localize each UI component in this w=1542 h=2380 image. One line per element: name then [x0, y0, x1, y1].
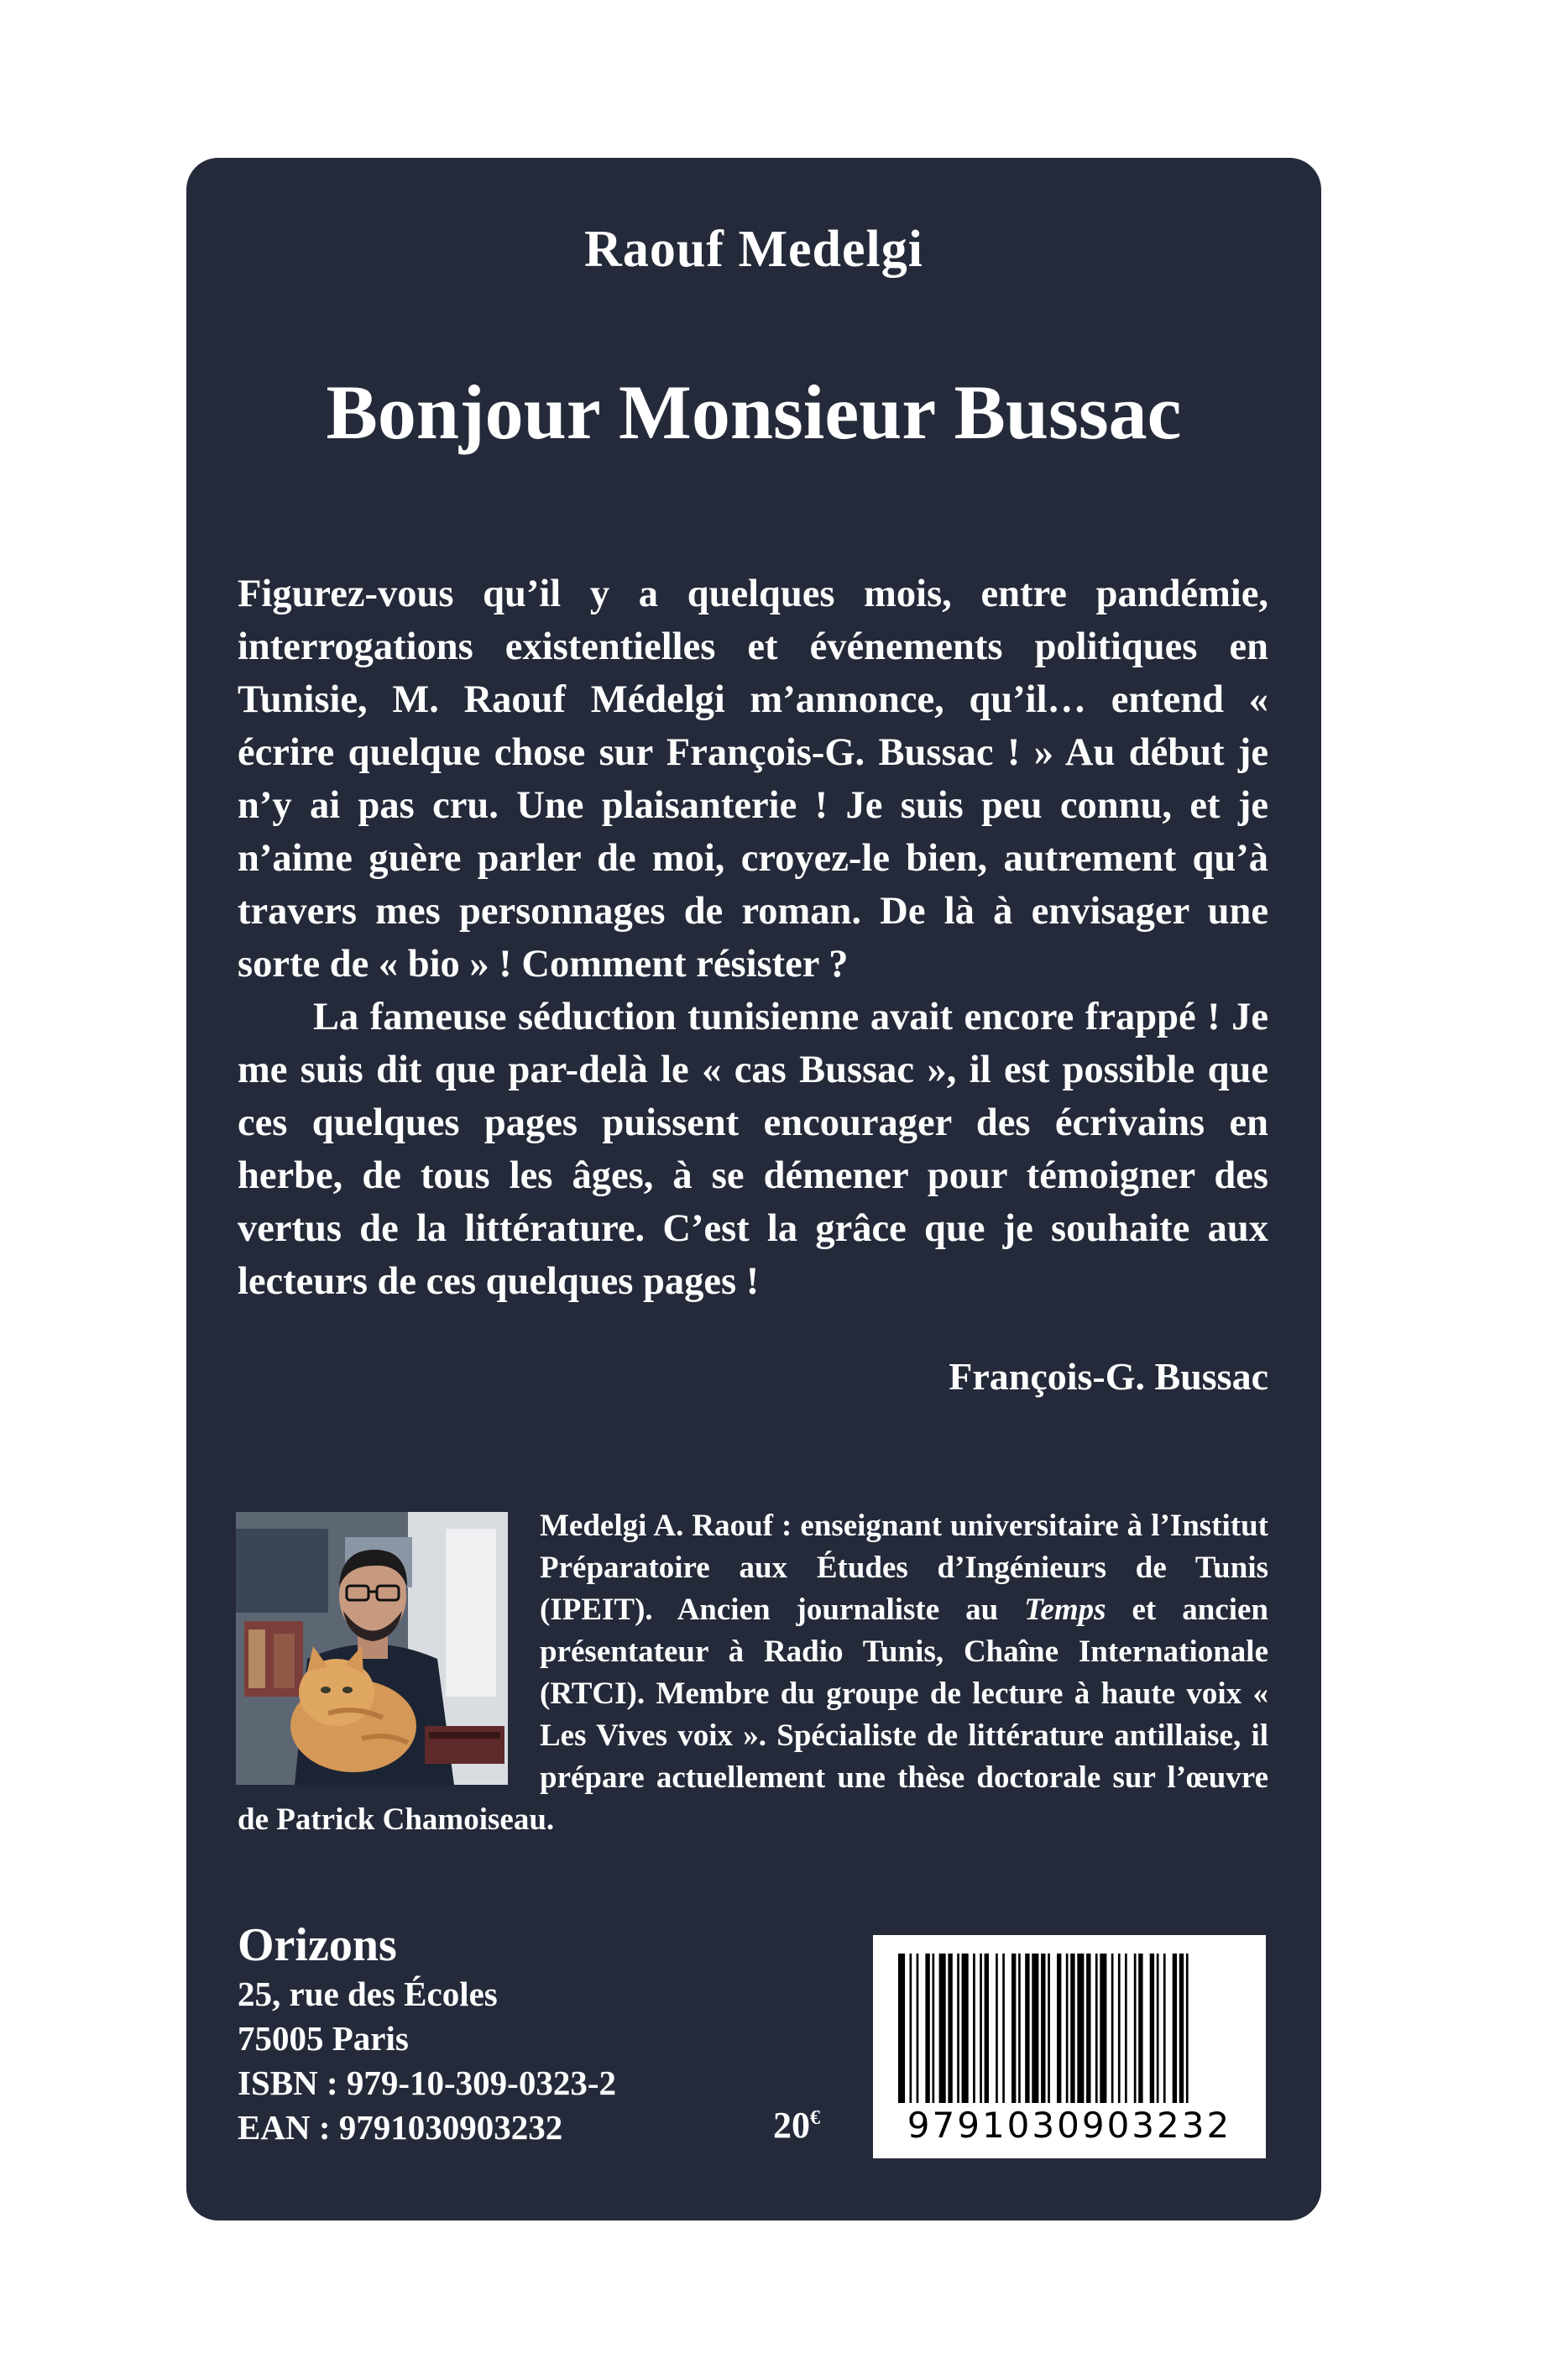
barcode-bar: [1173, 1954, 1177, 2103]
price: [773, 2104, 820, 2147]
barcode-bar: [1134, 1954, 1137, 2103]
author-bio-newspaper: Temps: [1024, 1593, 1106, 1627]
barcode-bar: [898, 1954, 905, 2103]
author-name: Raouf Medelgi: [584, 221, 923, 278]
barcode-bar: [1118, 1954, 1121, 2103]
blurb-paragraph-1: Figurez-vous qu’il y a quelques mois, entre pandémie, interrogations existentielles et événements politiques en Tunisie, M. Raouf Médelgi m’annonce, qu’il… entend « écrire quelque chose sur François-G. Bussac ! » Au début je n’y ai pas cru. Une plaisanterie ! Je suis peu connu, et je n’aime guère parler de moi, croyez-le bien, autrement qu’à travers mes personnages de roman. De là à envisager une sorte de « bio » ! Comment résister ?: [238, 573, 1268, 986]
barcode-bar: [1011, 1954, 1016, 2103]
barcode-bar: [980, 1954, 982, 2103]
isbn: ISBN : 979-10-309-0323-2: [238, 2064, 616, 2102]
barcode-bar: [957, 1954, 959, 2103]
barcode-bar: [962, 1954, 969, 2103]
book-title: Bonjour Monsieur Bussac: [326, 369, 1182, 455]
barcode-bar: [1095, 1954, 1098, 2103]
blurb-signature: François-G. Bussac: [949, 1355, 1268, 1398]
barcode-bar: [1150, 1954, 1154, 2103]
barcode-bar: [1002, 1954, 1005, 2103]
barcode-bar: [1066, 1954, 1069, 2103]
publisher-address-2: 75005 Paris: [238, 2019, 409, 2058]
author-bio-text: Medelgi A. Raouf : enseignant universitaire à l’Institut Préparatoire aux Études d’Ingénieurs de Tunis (IPEIT). Ancien journaliste au: [540, 1509, 1268, 1627]
author-bio-text-continued: et ancien présentateur à Radio Tunis, Chaîne Internationale (RTCI). Membre du groupe de lecture à haute voix « Les Vives voix ». Spécialiste de littérature antillaise, il prépare actuellement une thèse doctorale sur l’œuvre de Patrick Chamoiseau.: [238, 1593, 1268, 1837]
barcode-bar: [1186, 1954, 1189, 2103]
price-amount: 20: [773, 2105, 810, 2146]
publisher-name: Orizons: [238, 1919, 397, 1971]
barcode-bar: [1111, 1954, 1114, 2103]
barcode-bar: [1138, 1954, 1142, 2103]
barcode-bar: [1179, 1954, 1184, 2103]
publisher-block: [238, 1918, 616, 2150]
barcode-bar: [1125, 1954, 1127, 2103]
barcode-bar: [973, 1954, 975, 2103]
barcode-bar: [1077, 1954, 1084, 2103]
barcode-bar: [948, 1954, 952, 2103]
barcode-bar: [939, 1954, 946, 2103]
author-bio: [238, 1505, 1268, 1841]
barcode-bar: [1163, 1954, 1166, 2103]
barcode: [873, 1935, 1266, 2158]
barcode-bar: [1070, 1954, 1074, 2103]
barcode-bar: [985, 1954, 989, 2103]
blurb-paragraph-2: La fameuse séduction tunisienne avait encore frappé ! Je me suis dit que par-delà le « cas Bussac », il est possible que ces quelques pages puissent encourager des écrivains en herbe, de tous les âges, à se démener pour témoigner des vertus de la littérature. C’est la grâce que je souhaite aux lecteurs de ces quelques pages !: [238, 996, 1268, 1303]
ean: EAN : 9791030903232: [238, 2108, 563, 2147]
barcode-bar: [1032, 1954, 1038, 2103]
barcode-bar: [917, 1954, 919, 2103]
barcode-bar: [1157, 1954, 1159, 2103]
barcode-bar: [1057, 1954, 1061, 2103]
back-cover: [186, 158, 1321, 2220]
blurb: [238, 568, 1268, 1308]
barcode-bar: [1100, 1954, 1106, 2103]
barcode-bar: [910, 1954, 912, 2103]
barcode-bar: [1048, 1954, 1050, 2103]
barcode-digits: 9791030903232: [907, 2105, 1232, 2146]
publisher-address-1: 25, rue des Écoles: [238, 1975, 498, 2013]
barcode-bar: [925, 1954, 929, 2103]
barcode-bar: [1041, 1954, 1045, 2103]
barcode-bar: [933, 1954, 935, 2103]
barcode-bar: [1018, 1954, 1021, 2103]
barcode-bar: [996, 1954, 998, 2103]
barcode-bar: [1086, 1954, 1090, 2103]
barcode-bar: [1025, 1954, 1029, 2103]
price-currency: €: [810, 2107, 820, 2129]
